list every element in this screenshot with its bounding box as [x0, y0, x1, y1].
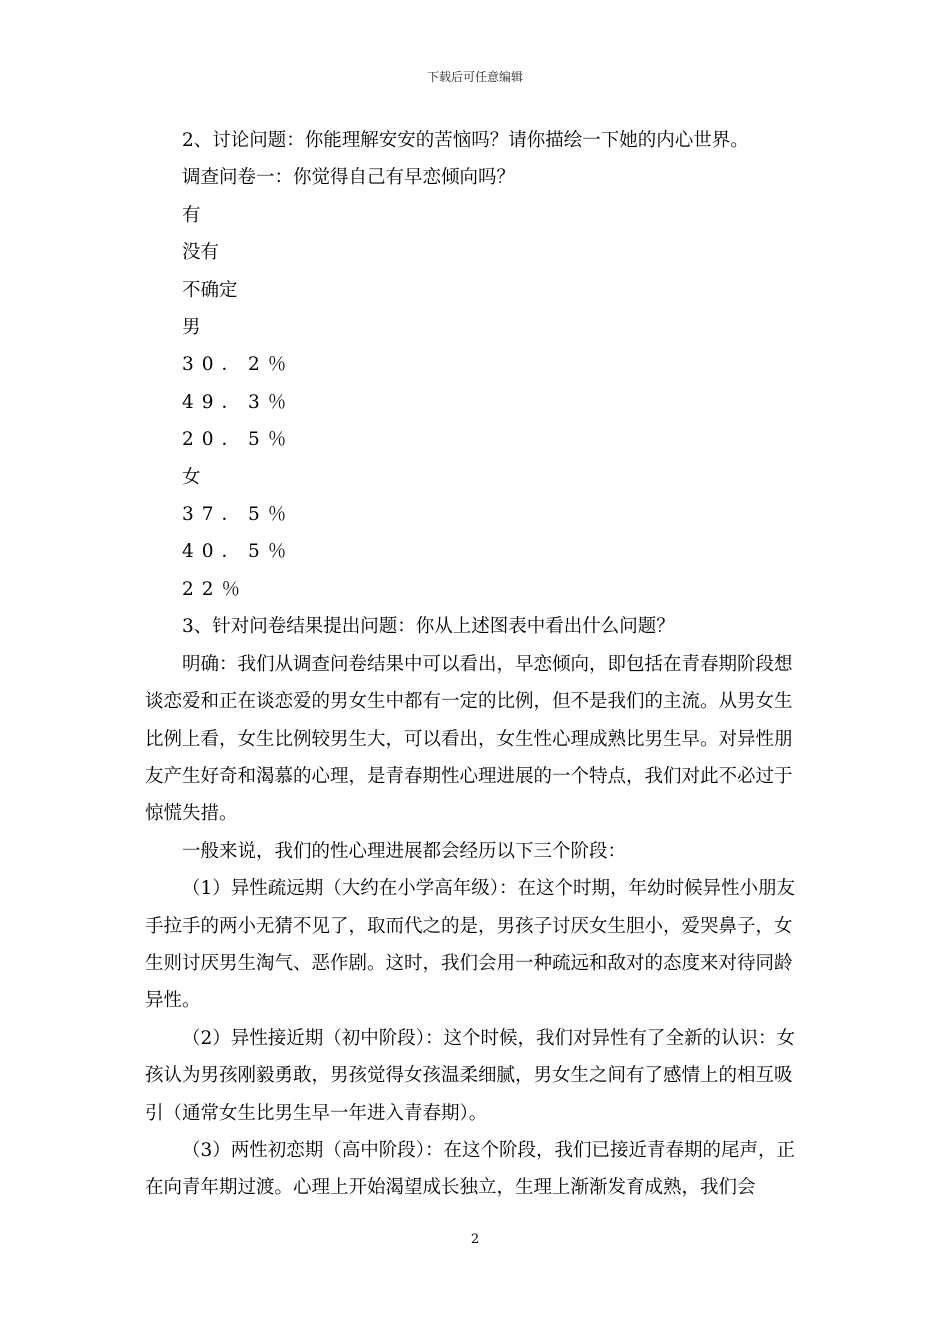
survey-title: 调查问卷一：你觉得自己有早恋倾向吗？	[182, 167, 516, 189]
option-no: 没有	[182, 242, 220, 264]
page-header: 下载后可任意编辑	[426, 70, 523, 84]
option-unsure: 不确定	[182, 279, 238, 301]
female-value-no: 40．5％	[182, 541, 295, 563]
question-3: 3、针对问卷结果提出问题：你从上述图表中看出什么问题？	[182, 616, 675, 638]
male-value-yes: 30．2％	[182, 354, 295, 376]
document-body	[145, 122, 810, 1207]
stage-2-paragraph: （2）异性接近期（初中阶段）：这个时候，我们对异性有了全新的认识：女孩认为男孩刚毅勇敢，男孩觉得女孩温柔细腻，男女生之间有了感情上的相互吸引（通常女生比男生早一年进入青春期）。	[145, 1027, 796, 1124]
answer-paragraph: 明确：我们从调查问卷结果中可以看出，早恋倾向，即包括在青春期阶段想谈恋爱和正在谈恋爱的男女生中都有一定的比例，但不是我们的主流。从男女生比例上看，女生比例较男生大，可以看出，女生性心理成熟比男生早。对异性朋友产生好奇和渴慕的心理，是青春期性心理进展的一个特点，我们对此不必过于惊慌失措。	[145, 653, 793, 825]
option-yes: 有	[182, 204, 201, 226]
male-value-unsure: 20．5％	[182, 429, 295, 451]
stage-1-paragraph: （1）异性疏远期（大约在小学高年级）：在这个时期，年幼时候异性小朋友手拉手的两小无猜不见了，取而代之的是，男孩子讨厌女生胆小，爱哭鼻子，女生则讨厌男生淘气、恶作剧。这时，我们会用一种疏远和敌对的态度来对待同龄异性。	[145, 878, 796, 1012]
female-value-yes: 37．5％	[182, 504, 295, 526]
stages-intro: 一般来说，我们的性心理进展都会经历以下三个阶段：	[182, 840, 627, 862]
female-label: 女	[182, 466, 201, 488]
male-label: 男	[182, 317, 201, 339]
male-value-no: 49．3％	[182, 391, 295, 413]
question-2: 2、讨论问题：你能理解安安的苦恼吗？请你描绘一下她的内心世界。	[182, 130, 749, 151]
female-value-unsure: 22％	[182, 578, 249, 600]
stage-3-paragraph: （3）两性初恋期（高中阶段）：在这个阶段，我们已接近青春期的尾声，正在向青年期过渡。心理上开始渴望成长独立，生理上渐渐发育成熟，我们会	[145, 1139, 796, 1199]
page-number: 2	[470, 1232, 480, 1247]
